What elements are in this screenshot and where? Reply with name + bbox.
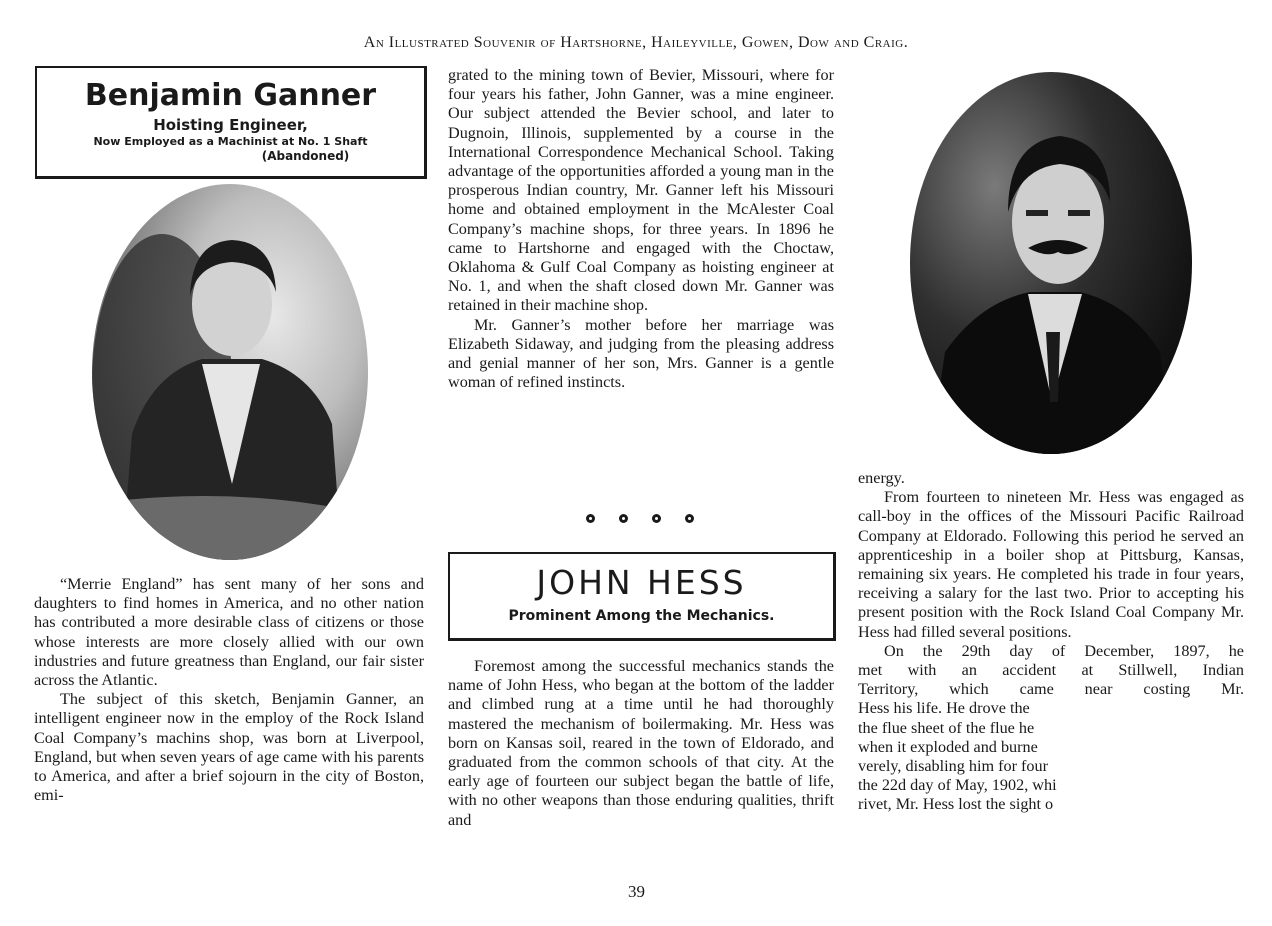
hess-text-line: met with an accident at Stillwell, Indian [858, 661, 1244, 680]
ganner-paragraph: Mr. Ganner’s mother before her marriage was Elizabeth Sidaway, and judging from the pleasing address and genial manner of her son, Mrs. Ganner is a gentle woman of refined instincts. [448, 315, 834, 392]
hess-text-line: Territory, which came near costing Mr. [858, 680, 1244, 699]
hess-paragraph-truncated [858, 642, 1244, 815]
hess-column-3 [858, 469, 1244, 815]
ganner-column-1 [34, 575, 424, 805]
ganner-paragraph: The subject of this sketch, Benjamin Ganner, an intelligent engineer now in the employ of the Rock Island Coal Company’s machins shop, was born at Liverpool, England, but when seven years of age came with his parents to America, and after a brief sojourn in the city of Boston, emi- [34, 690, 424, 805]
hess-text-line: the 22d day of May, 1902, whi [858, 776, 1057, 795]
ganner-paragraph: grated to the mining town of Bevier, Missouri, where for four years his father, John Ganner, was a mine engineer. Our subject attended the Bevier school, and later to Dugnoin, Illinois, supplemented by a course in the International Correspondence Mechanical School. Taking advantage of the opportunities afforded a young man in the prosperous Indian country, Mr. Ganner left his Missouri home and obtained employment in the McAlester Coal Company’s machine shops, for three years. In 1896 he came to Hartshorne and engaged with the Choctaw, Oklahoma & Gulf Coal Company as hoisting engineer at No. 1, and when the shaft closed down Mr. Ganner was retained in their machine shop. [448, 66, 834, 315]
hess-column-2 [448, 657, 834, 830]
ganner-column-2 [448, 66, 834, 392]
ganner-name-heading: Benjamin Ganner [84, 78, 377, 113]
hess-subtitle: Prominent Among the Mechanics. [508, 608, 775, 624]
hess-portrait-photo [910, 72, 1192, 454]
fleuron-ornament-icon [618, 513, 629, 524]
hess-paragraph: Foremost among the successful mechanics stands the name of John Hess, who began at the bottom of the ladder and climbed rung at a time until he had thoroughly mastered the mechanism of boilermaking. Mr. Hess was born on Kansas soil, reared in the town of Eldorado, and graduated from the common schools of that city. At the early age of fourteen our subject began the battle of life, with no other weapons than those enduring qualities, thrift and [448, 657, 834, 829]
hess-text-line: Hess his life. He drove the [858, 699, 1030, 718]
ganner-paragraph: “Merrie England” has sent many of her sons and daughters to find homes in America, and no other nation has contributed a more desirable class of citizens or those whose interests are more closely allied with our own industries and future greatness than England, our fair sister across the Atlantic. [34, 575, 424, 690]
hess-title-box [448, 552, 836, 641]
ganner-portrait-figure-icon [92, 184, 368, 560]
ganner-portrait-photo [92, 184, 368, 560]
fleuron-ornament-icon [651, 513, 662, 524]
hess-paragraph: From fourteen to nineteen Mr. Hess was engaged as call-boy in the offices of the Missouri Pacific Railroad Company at Eldorado. Following this period he served an apprenticeship in a boiler shop at Pittsburg, Kansas, remaining six years. He completed his trade in four years, receiving a salary for the last two. Prior to accepting his present position with the Rock Island Coal Company Mr. Hess had filled several positions. [858, 488, 1244, 641]
ganner-title-line3: (Abandoned) [261, 149, 350, 163]
page-number: 39 [628, 882, 645, 901]
hess-text-line: verely, disabling him for four [858, 757, 1049, 776]
hess-text-line: rivet, Mr. Hess lost the sight o [858, 795, 1054, 814]
section-divider-ornaments [585, 513, 695, 524]
hess-portrait-figure-icon [910, 72, 1192, 454]
hess-paragraph: energy. [858, 469, 905, 487]
running-head: An Illustrated Souvenir of Hartshorne, Haileyville, Gowen, Dow and Craig. [363, 34, 909, 51]
hess-text-line: when it exploded and burne [858, 737, 1038, 756]
hess-text-line: the flue sheet of the flue he [858, 718, 1035, 737]
fleuron-ornament-icon [585, 513, 596, 524]
ganner-title-line1: Hoisting Engineer, [153, 116, 308, 134]
ganner-title-line2: Now Employed as a Machinist at No. 1 Shaft [93, 135, 368, 148]
ganner-title-box [35, 66, 427, 179]
hess-name-heading: JOHN HESS [536, 563, 747, 602]
hess-text-line: On the 29th day of December, 1897, he [884, 641, 1244, 660]
fleuron-ornament-icon [684, 513, 695, 524]
